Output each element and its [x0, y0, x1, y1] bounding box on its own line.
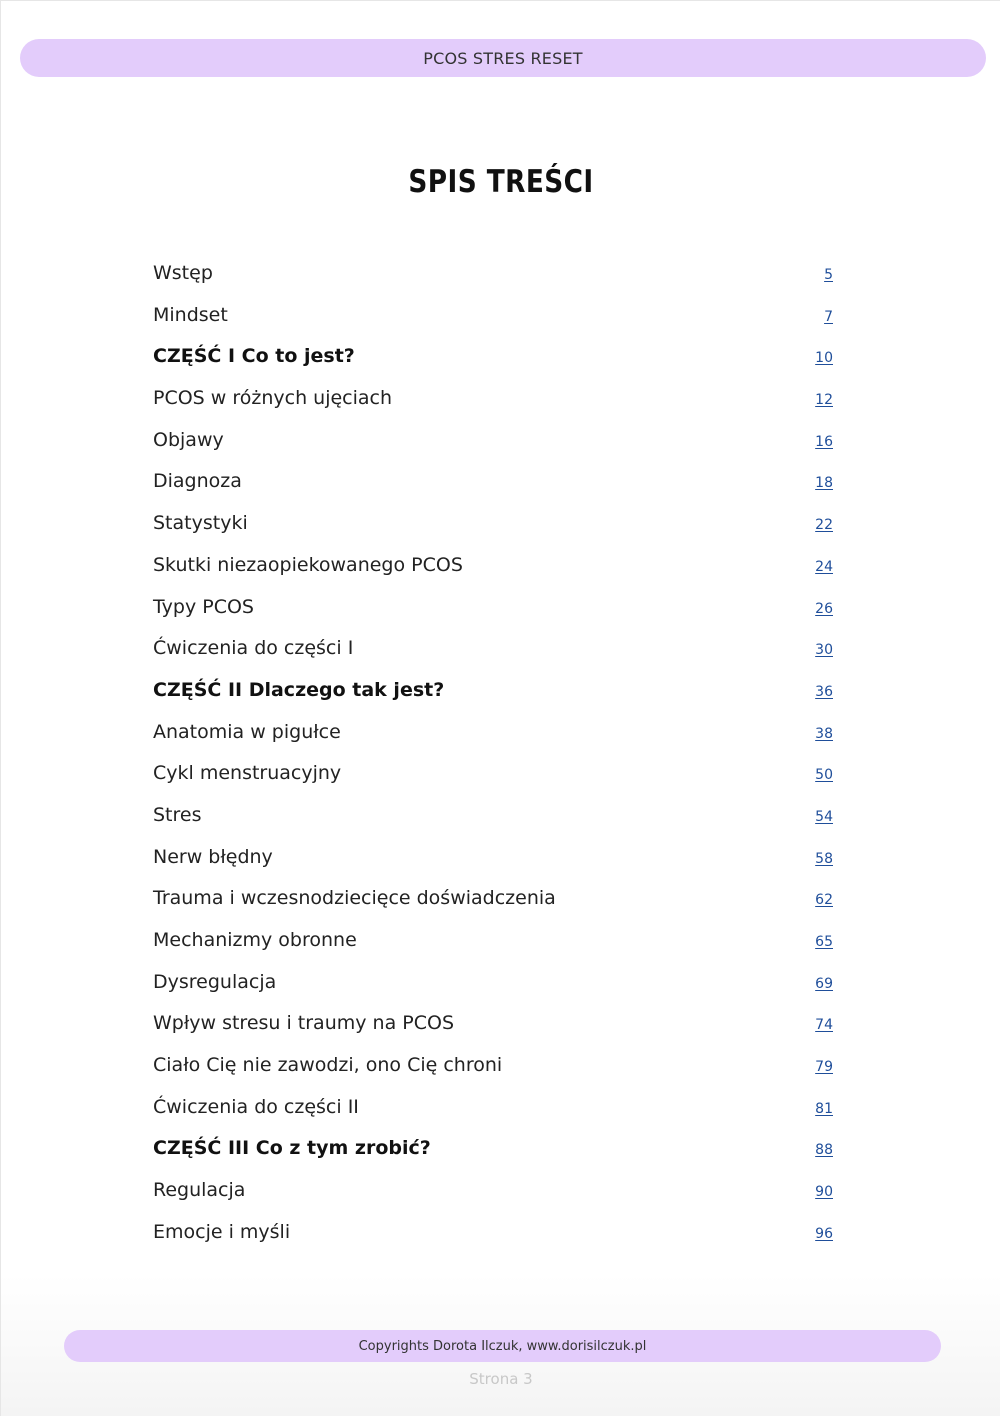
header-title: PCOS STRES RESET	[423, 48, 583, 68]
toc-section-heading: CZĘŚĆ II Dlaczego tak jest?	[153, 678, 445, 701]
toc-page-link[interactable]: 12	[815, 392, 833, 409]
toc-entry-label: Nerw błędny	[153, 845, 273, 868]
toc-entry-label: Statystyki	[153, 512, 248, 535]
toc-page-link[interactable]: 24	[815, 558, 833, 575]
toc-entry	[153, 878, 833, 920]
toc-entry-label: Ćwiczenia do części II	[153, 1095, 359, 1118]
toc-page-link[interactable]: 30	[815, 642, 833, 659]
toc-entry	[153, 670, 833, 712]
toc-page-link[interactable]: 5	[824, 267, 833, 283]
toc-entry	[153, 587, 833, 629]
toc-page-link[interactable]: 58	[815, 850, 833, 867]
toc-entry	[153, 920, 833, 962]
toc-entry	[153, 378, 833, 420]
toc-entry-label: Trauma i wczesnodziecięce doświadczenia	[153, 887, 556, 910]
toc-entry-label: Objawy	[153, 428, 224, 451]
toc-page-link[interactable]: 69	[815, 975, 833, 992]
toc-entry	[153, 1045, 833, 1087]
toc-page-link[interactable]: 16	[815, 433, 833, 450]
toc-entry	[153, 461, 833, 503]
toc-entry	[153, 503, 833, 545]
toc-entry	[153, 1003, 833, 1045]
toc-page-link[interactable]: 26	[815, 600, 833, 617]
toc-page-link[interactable]: 65	[815, 934, 833, 950]
toc-entry	[153, 753, 833, 795]
toc-page-link[interactable]: 90	[815, 1184, 833, 1201]
toc-entry-label: Wstęp	[153, 262, 213, 284]
toc-entry-label: Ćwiczenia do części I	[153, 637, 354, 660]
toc-entry	[153, 336, 833, 378]
toc-entry-label: Typy PCOS	[153, 595, 254, 618]
toc-page-link[interactable]: 36	[815, 683, 833, 700]
toc-page-link[interactable]: 50	[815, 767, 833, 784]
toc-entry-label: Mechanizmy obronne	[153, 929, 357, 951]
toc-page-link[interactable]: 88	[815, 1142, 833, 1159]
toc-entry	[153, 962, 833, 1004]
toc-entry	[153, 1128, 833, 1170]
toc-entry-label: Emocje i myśli	[153, 1220, 291, 1243]
toc-entry-label: Ciało Cię nie zawodzi, ono Cię chroni	[153, 1054, 503, 1077]
toc-entry	[153, 1212, 833, 1254]
toc-entry	[153, 295, 833, 337]
toc-entry-label: Regulacja	[153, 1179, 246, 1202]
toc-page-link[interactable]: 22	[815, 517, 833, 534]
toc-page-link[interactable]: 10	[815, 350, 833, 367]
toc-entry-label: Wpływ stresu i traumy na PCOS	[153, 1012, 455, 1035]
page-number: Strona 3	[469, 1370, 533, 1388]
toc-title: SPIS TREŚCI	[408, 164, 594, 200]
toc-page-link[interactable]: 62	[815, 892, 833, 909]
toc-entry	[153, 545, 833, 587]
toc-page-link[interactable]: 18	[815, 475, 833, 492]
toc-entry	[153, 628, 833, 670]
toc-entry-label: Skutki niezaopiekowanego PCOS	[153, 553, 463, 576]
toc-entry	[153, 253, 833, 295]
toc-entry-label: Cykl menstruacyjny	[153, 762, 342, 785]
toc-entry	[153, 1170, 833, 1212]
toc-page-link[interactable]: 54	[815, 808, 833, 825]
toc-entry-label: Dysregulacja	[153, 970, 277, 993]
toc-page-link[interactable]: 38	[815, 725, 833, 742]
toc-section-heading: CZĘŚĆ I Co to jest?	[153, 345, 355, 368]
toc-page-link[interactable]: 79	[815, 1059, 833, 1076]
toc-entry	[153, 795, 833, 837]
toc-entry	[153, 420, 833, 462]
toc-entry	[153, 1087, 833, 1129]
footer-copyright: Copyrights Dorota Ilczuk, www.dorisilczuk.pl	[358, 1338, 647, 1354]
toc-page-link[interactable]: 74	[815, 1017, 833, 1034]
toc-entry	[153, 712, 833, 754]
toc-section-heading: CZĘŚĆ III Co z tym zrobić?	[153, 1137, 431, 1160]
toc-entry-label: Diagnoza	[153, 470, 242, 493]
header-band	[20, 39, 986, 77]
toc-page-link[interactable]: 96	[815, 1225, 833, 1242]
toc-page-link[interactable]: 81	[815, 1100, 833, 1117]
table-of-contents	[153, 253, 833, 1254]
toc-entry-label: Anatomia w pigułce	[153, 720, 341, 743]
footer-band	[64, 1330, 941, 1362]
toc-entry-label: Mindset	[153, 303, 228, 326]
toc-entry-label: PCOS w różnych ujęciach	[153, 387, 393, 410]
toc-entry	[153, 837, 833, 879]
toc-page-link[interactable]: 7	[824, 308, 833, 325]
toc-entry-label: Stres	[153, 803, 202, 826]
